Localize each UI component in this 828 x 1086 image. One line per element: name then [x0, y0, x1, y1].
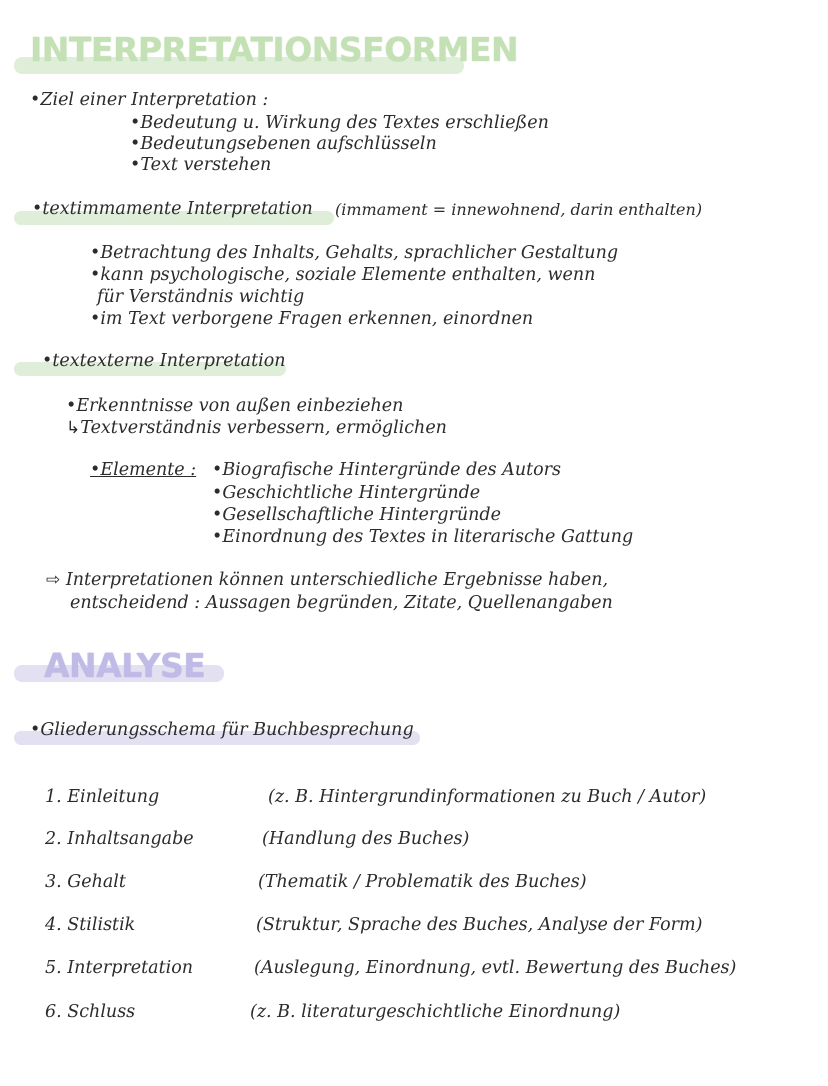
list-item-desc: (Thematik / Problematik des Buches)	[258, 872, 587, 892]
arrow-right-icon: ⇨	[46, 570, 61, 590]
intrinsic-item: •Betrachtung des Inhalts, Gehalts, sprachlicher Gestaltung	[90, 243, 619, 263]
arrow-return-icon: ↳	[66, 418, 81, 438]
list-item	[0, 787, 828, 817]
element-item: •Gesellschaftliche Hintergründe	[212, 505, 501, 525]
list-item-label: 1. Einleitung	[45, 787, 160, 807]
list-item-label: 6. Schluss	[45, 1002, 136, 1022]
list-item	[0, 1002, 828, 1032]
goal-item: •Text verstehen	[130, 155, 272, 175]
list-item-desc: (z. B. literaturgeschichtliche Einordnung)	[250, 1002, 621, 1022]
intrinsic-item: für Verständnis wichtig	[97, 287, 305, 307]
extrinsic-heading: •textexterne Interpretation	[42, 351, 286, 371]
intrinsic-item: •im Text verborgene Fragen erkennen, einordnen	[90, 309, 534, 329]
list-item-desc: (Handlung des Buches)	[262, 829, 470, 849]
goal-label: •Ziel einer Interpretation :	[30, 90, 269, 110]
goal-item: •Bedeutungsebenen aufschlüsseln	[130, 134, 437, 154]
list-item	[0, 872, 828, 902]
element-item: •Einordnung des Textes in literarische Gattung	[212, 527, 634, 547]
conclusion-line: ⇨ Interpretationen können unterschiedliche Ergebnisse haben,	[46, 570, 609, 590]
section-title-analyse: ANALYSE	[44, 646, 206, 685]
conclusion-line: entscheidend : Aussagen begründen, Zitate, Quellenangaben	[70, 593, 613, 613]
intrinsic-item: •kann psychologische, soziale Elemente enthalten, wenn	[90, 265, 596, 285]
intrinsic-heading: •textimmamente Interpretation	[32, 199, 313, 219]
analyse-heading: •Gliederungsschema für Buchbesprechung	[30, 720, 414, 740]
extrinsic-line: •Erkenntnisse von außen einbeziehen	[66, 396, 404, 416]
extrinsic-subline: ↳Textverständnis verbessern, ermöglichen	[66, 418, 447, 438]
list-item	[0, 915, 828, 945]
list-item-desc: (z. B. Hintergrundinformationen zu Buch / Autor)	[268, 787, 707, 807]
list-item	[0, 829, 828, 859]
list-item	[0, 958, 828, 988]
list-item-label: 5. Interpretation	[45, 958, 194, 978]
list-item-desc: (Auslegung, Einordnung, evtl. Bewertung des Buches)	[254, 958, 737, 978]
list-item-label: 4. Stilistik	[45, 915, 136, 935]
elements-label: •Elemente :	[90, 460, 197, 480]
goal-item: •Bedeutung u. Wirkung des Textes erschließen	[130, 113, 549, 133]
section-title-interpretation: INTERPRETATIONSFORMEN	[30, 30, 519, 69]
intrinsic-note: (immament = innewohnend, darin enthalten)	[335, 200, 703, 219]
element-item: •Biografische Hintergründe des Autors	[212, 460, 562, 480]
list-item-desc: (Struktur, Sprache des Buches, Analyse der Form)	[256, 915, 703, 935]
list-item-label: 3. Gehalt	[45, 872, 126, 892]
element-item: •Geschichtliche Hintergründe	[212, 483, 481, 503]
list-item-label: 2. Inhaltsangabe	[45, 829, 194, 849]
